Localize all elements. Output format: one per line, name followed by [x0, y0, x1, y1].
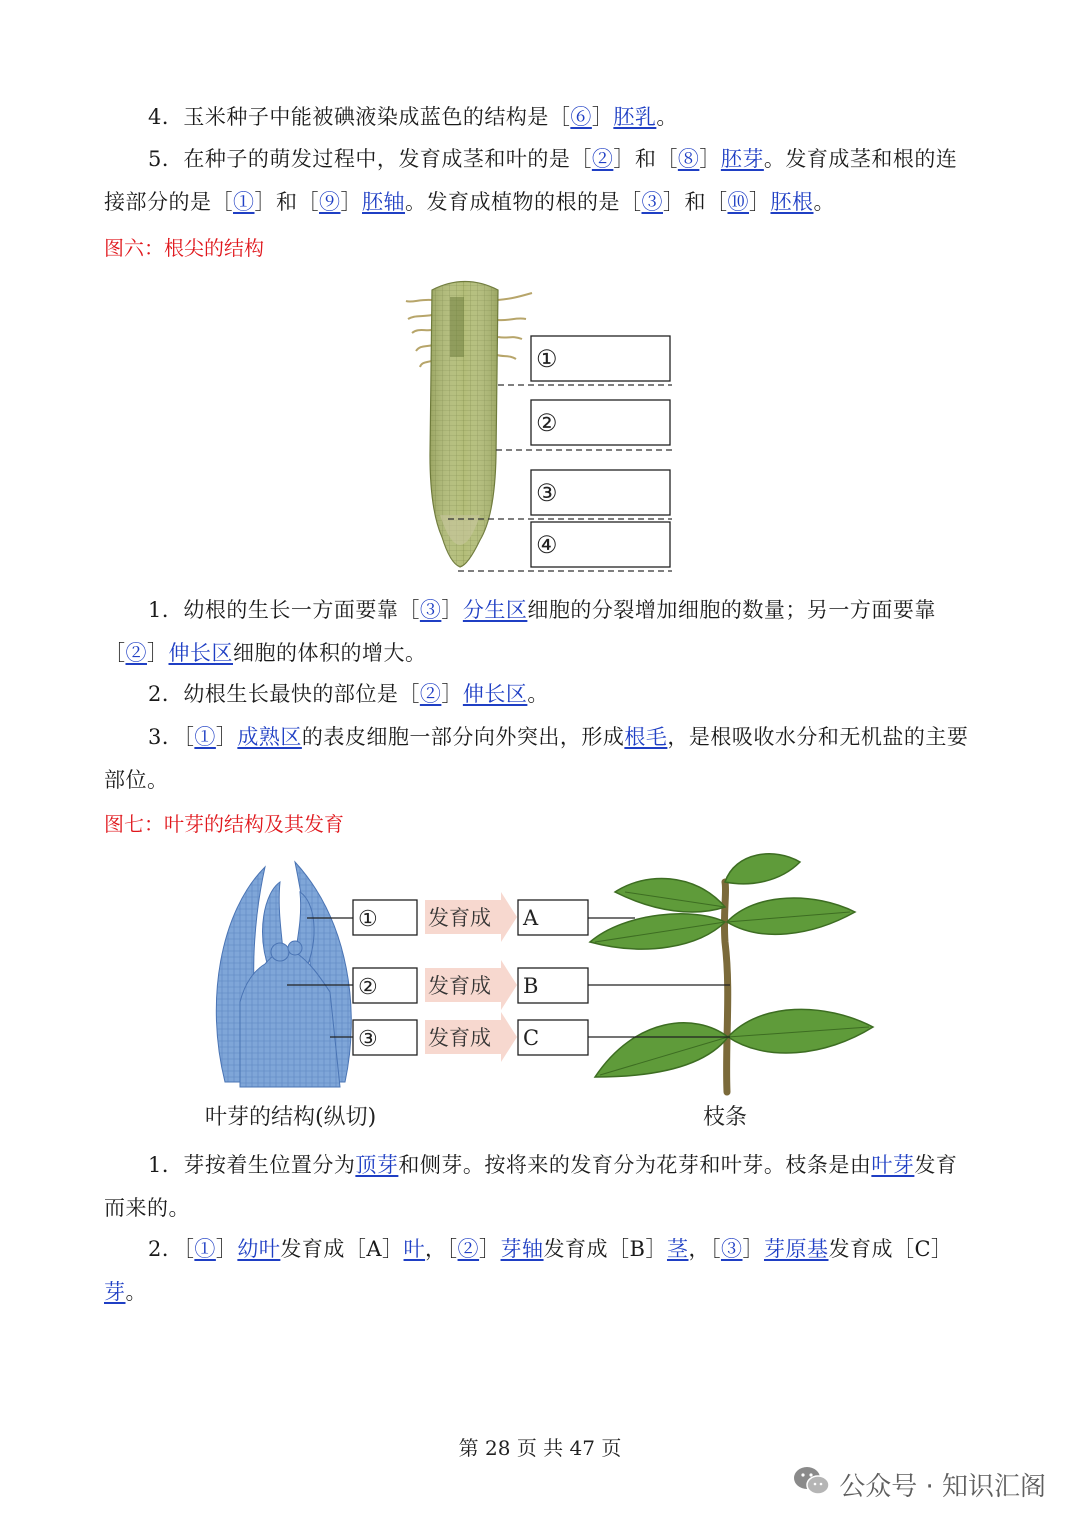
- page-number: 第 28 页 共 47 页: [458, 1436, 622, 1460]
- bud-label-1: ①: [358, 907, 378, 932]
- answer: ⑧: [677, 147, 700, 171]
- answer: 成熟区: [237, 725, 302, 749]
- answer: ③: [641, 190, 663, 214]
- answer: 叶芽: [871, 1153, 915, 1177]
- root-zone-label-2: ②: [536, 409, 558, 437]
- root-question-2: 2．幼根生长最快的部位是［②］伸长区。: [148, 682, 549, 706]
- answer: 胚乳: [613, 105, 657, 129]
- answer: ①: [194, 725, 216, 749]
- organ-label-B: B: [523, 974, 539, 998]
- answer: 分生区: [462, 598, 528, 622]
- root-zone-label-1: ①: [536, 345, 558, 373]
- wechat-icon: [793, 1465, 831, 1504]
- organ-label-A: A: [523, 906, 539, 930]
- answer: 幼叶: [237, 1237, 281, 1261]
- answer: ②: [419, 682, 442, 706]
- question-4: 4．玉米种子中能被碘液染成蓝色的结构是［⑥］胚乳。: [148, 105, 678, 129]
- bud-question-2: 2．［①］幼叶发育成［A］叶，［②］芽轴发育成［B］茎，［③］芽原基发育成［C］芽。: [104, 1237, 953, 1304]
- section-heading-leaf-bud: 图七：叶芽的结构及其发育: [104, 812, 344, 836]
- answer: 胚轴: [362, 190, 405, 214]
- answer: 叶: [403, 1237, 426, 1261]
- answer: ③: [419, 598, 442, 622]
- bud-label-2: ②: [358, 975, 378, 1000]
- watermark: [793, 1462, 1046, 1506]
- answer: 胚根: [770, 190, 814, 214]
- question-5: 5．在种子的萌发过程中，发育成茎和叶的是［②］和［⑧］胚芽。发育成茎和根的连接部分的是［①］和［⑨］胚轴。发育成植物的根的是［③］和［⑩］胚根。: [104, 147, 958, 214]
- answer: ②: [125, 641, 147, 665]
- answer: 芽: [104, 1280, 126, 1304]
- answer: ⑨: [319, 190, 341, 214]
- section-heading-root-tip: 图六：根尖的结构: [104, 236, 264, 260]
- arrow-label: 发育成: [428, 906, 491, 930]
- answer: 茎: [666, 1237, 689, 1261]
- arrow-label: 发育成: [428, 1026, 491, 1050]
- bud-label-3: ③: [358, 1027, 378, 1052]
- twig-illustration: [590, 854, 873, 1092]
- caption-twig: 枝条: [703, 1105, 748, 1130]
- answer: ⑩: [727, 190, 749, 214]
- answer: 根毛: [624, 725, 668, 749]
- answer: 胚芽: [720, 147, 764, 171]
- root-zone-label-4: ④: [536, 531, 558, 559]
- root-question-1: 1．幼根的生长一方面要靠［③］分生区细胞的分裂增加细胞的数量；另一方面要靠［②］伸长区细胞的体积的增大。: [104, 598, 936, 665]
- leaf-bud-illustration: [216, 862, 351, 1087]
- answer: 芽轴: [500, 1237, 544, 1261]
- answer: ⑥: [570, 105, 592, 129]
- organ-label-C: C: [523, 1026, 540, 1050]
- root-question-3: 3．［①］成熟区的表皮细胞一部分向外突出，形成根毛，是根吸收水分和无机盐的主要部位。: [104, 725, 969, 792]
- answer: ③: [720, 1237, 743, 1261]
- root-tip-diagram: [400, 275, 680, 580]
- bud-question-1: 1．芽按着生位置分为顶芽和侧芽。按将来的发育分为花芽和叶芽。枝条是由叶芽发育而来的。: [104, 1153, 958, 1220]
- caption-leaf-bud: 叶芽的结构(纵切): [205, 1105, 377, 1130]
- answer: ①: [194, 1237, 216, 1261]
- answer: 芽原基: [763, 1237, 829, 1261]
- root-tip-illustration: [406, 282, 532, 568]
- answer: 顶芽: [355, 1153, 399, 1177]
- arrow-label: 发育成: [428, 974, 491, 998]
- answer: ②: [591, 147, 614, 171]
- answer: ②: [457, 1237, 480, 1261]
- watermark-text: 公众号 · 知识汇阁: [839, 1471, 1046, 1502]
- root-zone-label-3: ③: [536, 479, 558, 507]
- answer: 伸长区: [462, 682, 528, 706]
- answer: 伸长区: [168, 641, 233, 665]
- answer: ①: [233, 190, 255, 214]
- leaf-bud-diagram: [195, 852, 885, 1142]
